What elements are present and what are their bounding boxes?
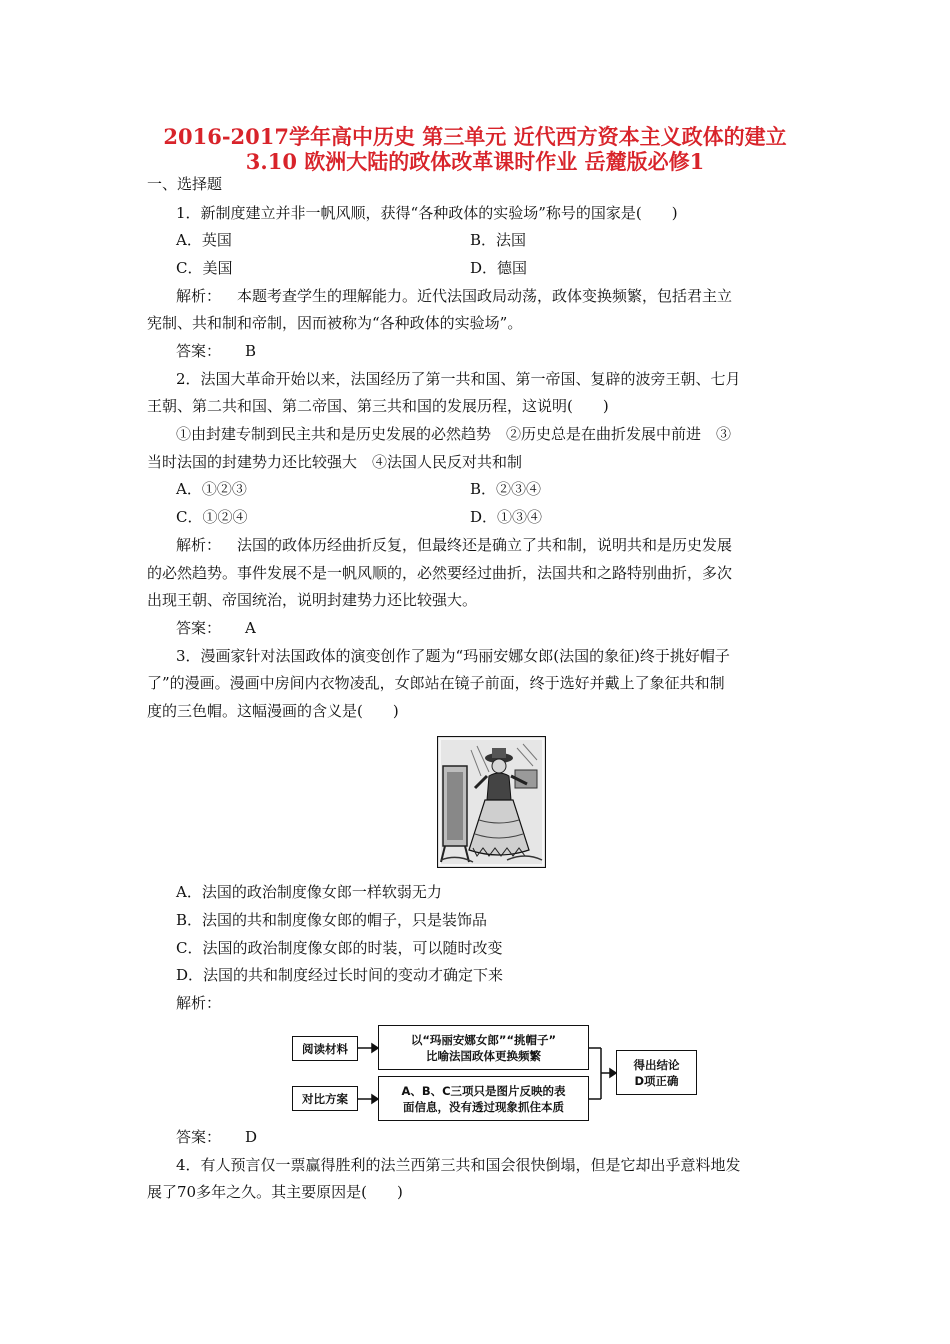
q3-answer-value: D (245, 1128, 258, 1146)
diagram-conclusion-line-2: D项正确 (634, 1073, 679, 1088)
q1-option-b: B．法国 (470, 231, 527, 249)
q1-answer-value: B (245, 342, 257, 360)
q1-option-a: A．英国 (176, 231, 232, 249)
q2-statements: ①由封建专制到民主共和是历史发展的必然趋势 ②历史总是在曲折发展中前进 ③ (176, 425, 732, 443)
q1-stem: 1．新制度建立并非一帆风顺，获得“各种政体的实验场”称号的国家是( ) (176, 204, 678, 222)
q1-option-d: D．德国 (470, 259, 528, 277)
diagram-read-label: 阅读材料 (302, 1041, 348, 1056)
q2-option-d: D．①③④ (470, 508, 543, 526)
q2-option-c: C．①②④ (176, 508, 248, 526)
q3-option-c: C．法国的政治制度像女郎的时装，可以随时改变 (176, 939, 503, 957)
q2-answer-value: A (245, 619, 256, 637)
diagram-read-box (292, 1036, 358, 1061)
q1-analysis-label: 解析： (176, 287, 222, 305)
document-title-line-1: 2016-2017学年高中历史 第三单元 近代西方资本主义政体的建立 (163, 124, 787, 149)
q3-stem-continued-2: 度的三色帽。这幅漫画的含义是( ) (147, 702, 399, 720)
q2-answer (176, 618, 256, 638)
q2-option-b: B．②③④ (470, 480, 542, 498)
q1-analysis (176, 286, 732, 306)
cartoon-illustration (437, 736, 546, 868)
diagram-read-result-line-1: 以“玛丽安娜女郎”“挑帽子” (410, 1032, 557, 1047)
q3-answer (176, 1127, 257, 1147)
diagram-read-result-line-2: 比喻法国政体更换频繁 (426, 1048, 541, 1063)
q2-analysis-label: 解析： (176, 536, 222, 554)
q2-answer-label: 答案： (176, 619, 222, 637)
q3-analysis-label: 解析： (176, 994, 222, 1012)
q2-stem-continued: 王朝、第二共和国、第二帝国、第三共和国的发展历程，这说明( ) (147, 397, 609, 415)
q3-option-a: A．法国的政治制度像女郎一样软弱无力 (176, 883, 442, 901)
q1-analysis-text: 本题考查学生的理解能力。近代法国政局动荡，政体变换频繁，包括君主立 (237, 287, 733, 305)
q2-option-a: A．①②③ (176, 480, 247, 498)
diagram-conclusion-line-1: 得出结论 (633, 1057, 680, 1072)
q3-stem: 3．漫画家针对法国政体的演变创作了题为“玛丽安娜女郎(法国的象征)终于挑好帽子 (176, 647, 730, 665)
q2-stem: 2．法国大革命开始以来，法国经历了第一共和国、第一帝国、复辟的波旁王朝、七月 (176, 370, 741, 388)
analysis-flow-diagram (292, 1023, 697, 1121)
q2-analysis-text: 法国的政体历经曲折反复，但最终还是确立了共和制，说明共和是历史发展 (237, 536, 733, 554)
q4-stem-continued: 展了70多年之久。其主要原因是( ) (147, 1183, 403, 1201)
q2-analysis-continued-2: 出现王朝、帝国统治，说明封建势力还比较强大。 (147, 591, 478, 609)
q3-option-d: D．法国的共和制度经过长时间的变动才确定下来 (176, 966, 504, 984)
diagram-compare-box (292, 1086, 358, 1111)
document-title-line-2: 3.10 欧洲大陆的政体改革课时作业 岳麓版必修1 (245, 149, 705, 174)
q1-answer (176, 341, 256, 361)
q3-option-b: B．法国的共和制度像女郎的帽子，只是装饰品 (176, 911, 488, 929)
q1-analysis-continued: 宪制、共和制和帝制，因而被称为“各种政体的实验场”。 (147, 314, 523, 332)
section-heading: 一、选择题 (147, 175, 223, 193)
diagram-compare-result-line-2: 面信息，没有透过现象抓住本质 (403, 1099, 564, 1114)
q1-option-c: C．美国 (176, 259, 233, 277)
diagram-read-result-box (378, 1025, 589, 1070)
q3-answer-label: 答案： (176, 1128, 222, 1146)
q2-analysis (176, 535, 732, 555)
diagram-compare-result-line-1: A、B、C三项只是图片反映的表 (401, 1083, 566, 1098)
q2-analysis-continued-1: 的必然趋势。事件发展不是一帆风顺的，必然要经过曲折，法国共和之路特别曲折，多次 (147, 564, 733, 582)
q3-stem-continued-1: 了”的漫画。漫画中房间内衣物凌乱，女郎站在镜子前面，终于选好并戴上了象征共和制 (147, 674, 725, 692)
q2-statements-continued: 当时法国的封建势力还比较强大 ④法国人民反对共和制 (147, 453, 523, 471)
diagram-conclusion-box (616, 1050, 697, 1095)
diagram-compare-label: 对比方案 (302, 1091, 348, 1106)
diagram-compare-result-box (378, 1076, 589, 1121)
q4-stem: 4．有人预言仅一票赢得胜利的法兰西第三共和国会很快倒塌，但是它却出乎意料地发 (176, 1156, 741, 1174)
q1-answer-label: 答案： (176, 342, 222, 360)
